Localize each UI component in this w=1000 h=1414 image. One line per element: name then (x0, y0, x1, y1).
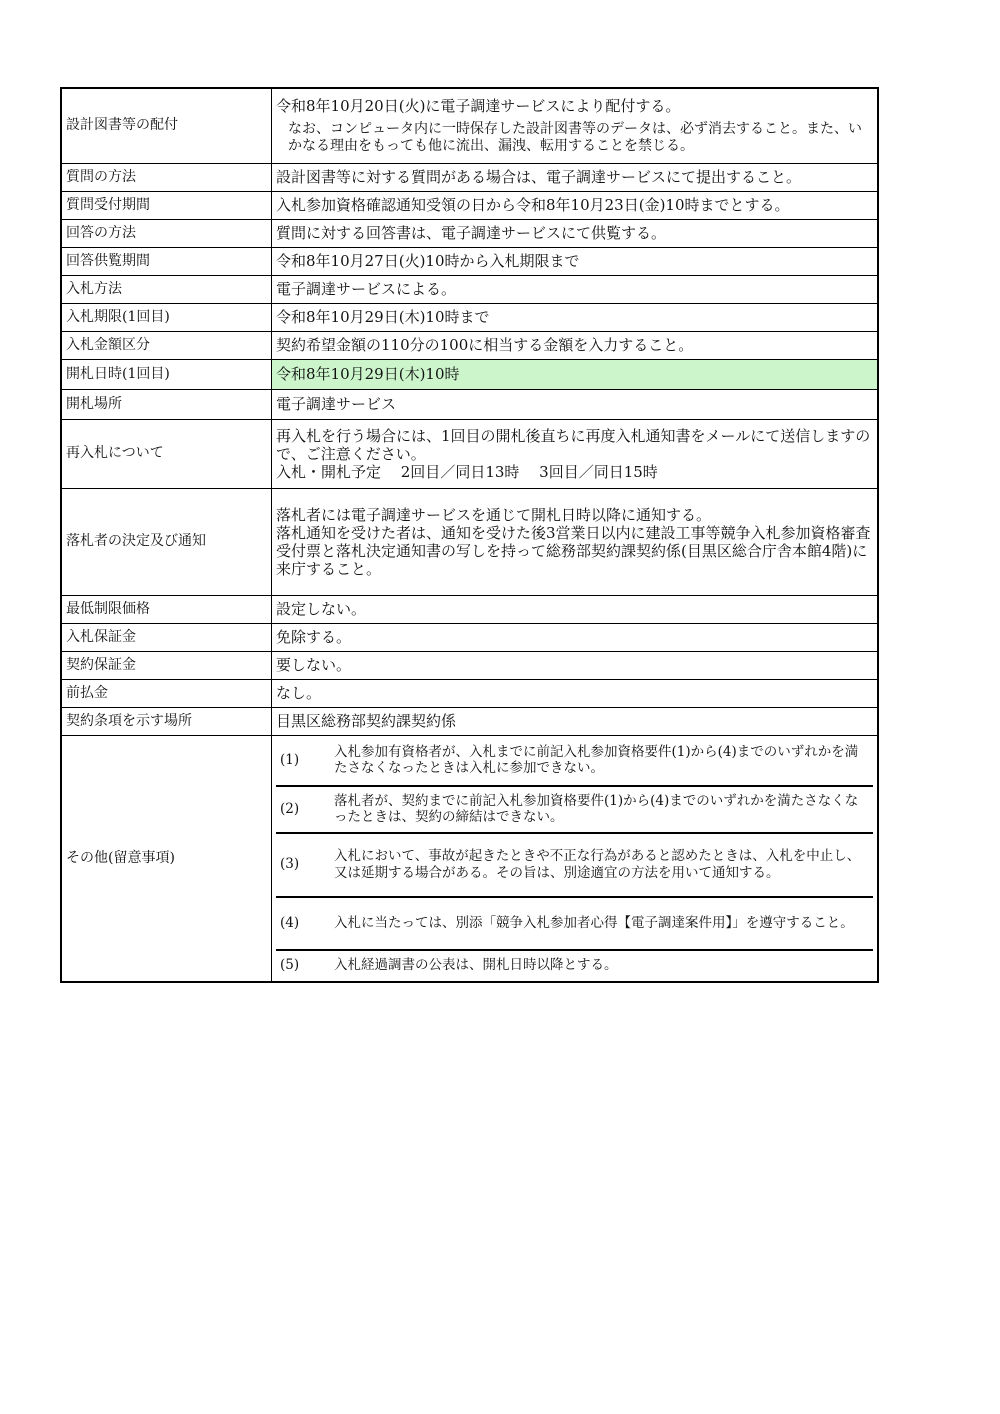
table-row-winner (61, 488, 878, 595)
note-number: (5) (280, 957, 300, 974)
table-row-bid-bond (61, 623, 878, 651)
row-label: 契約保証金 (61, 651, 272, 679)
table-row-bid-amount (61, 331, 878, 359)
note-number: (4) (276, 897, 330, 950)
row-value: 目黒区総務部契約課契約係 (272, 707, 879, 735)
row-label: 設計図書等の配付 (61, 88, 272, 163)
row-value (272, 735, 879, 982)
note-number: (3) (276, 833, 330, 897)
table-row-question-method (61, 163, 878, 191)
row-label: 回答の方法 (61, 219, 272, 247)
row-label: 質問の方法 (61, 163, 272, 191)
table-row-answer-method (61, 219, 878, 247)
note-text: 入札経過調書の公表は、開札日時以降とする。 (334, 957, 618, 974)
row-label: 開札場所 (61, 389, 272, 419)
list-item (276, 897, 873, 950)
row-value: 電子調達サービス (272, 389, 879, 419)
rebid-line1: 再入札を行う場合には、1回目の開札後直ちに再度入札通知書をメールにて送信しますので、ご注意ください。 (276, 426, 871, 463)
note-text: 入札に当たっては、別添「競争入札参加者心得【電子調達案件用】」を遵守すること。 (330, 897, 873, 950)
distribution-line1: 令和8年10月20日(火)に電子調達サービスにより配付する。 (276, 96, 681, 115)
row-value-highlighted: 令和8年10月29日(木)10時 (272, 359, 879, 389)
row-label: 開札日時(1回目) (61, 359, 272, 389)
table-row-bid-deadline (61, 303, 878, 331)
row-label: 落札者の決定及び通知 (61, 488, 272, 595)
row-value: 令和8年10月29日(木)10時まで (272, 303, 879, 331)
table-row-contract-bond (61, 651, 878, 679)
row-label: 入札保証金 (61, 623, 272, 651)
table-row-opening-date (61, 359, 878, 389)
note-text: 落札者が、契約までに前記入札参加資格要件(1)から(4)までのいずれかを満たさなくなったときは、契約の締結はできない。 (330, 786, 873, 833)
row-value (272, 88, 879, 163)
row-label: 入札金額区分 (61, 331, 272, 359)
row-value: 質問に対する回答書は、電子調達サービスにて供覧する。 (272, 219, 879, 247)
winner-line2: 落札通知を受けた者は、通知を受けた後3営業日以内に建設工事等競争入札参加資格審査受付票と落札決定通知書の写しを持って総務部契約課契約係(目黒区総合庁舎本館4階)に来庁すること。 (276, 523, 871, 578)
distribution-line2: なお、コンピュータ内に一時保存した設計図書等のデータは、必ず消去すること。また、いかなる理由をもっても他に流出、漏洩、転用することを禁じる。 (288, 120, 862, 154)
row-label: 前払金 (61, 679, 272, 707)
note-text: 入札において、事故が起きたときや不正な行為があると認めたときは、入札を中止し、又は延期する場合がある。その旨は、別途適宜の方法を用いて通知する。 (330, 833, 873, 897)
row-value: 設計図書等に対する質問がある場合は、電子調達サービスにて提出すること。 (272, 163, 879, 191)
table-row-question-period (61, 191, 878, 219)
table-row-contract-place (61, 707, 878, 735)
row-label: 再入札について (61, 419, 272, 488)
row-value: 入札参加資格確認通知受領の日から令和8年10月23日(金)10時までとする。 (272, 191, 879, 219)
row-value (272, 419, 879, 488)
list-item (276, 736, 873, 786)
table-row-advance (61, 679, 878, 707)
row-label: 入札方法 (61, 275, 272, 303)
row-value: なし。 (272, 679, 879, 707)
row-label: その他(留意事項) (61, 735, 272, 982)
row-value (272, 488, 879, 595)
tender-conditions-table (60, 87, 879, 983)
notes-list (276, 736, 873, 981)
row-label: 回答供覧期間 (61, 247, 272, 275)
row-label: 入札期限(1回目) (61, 303, 272, 331)
row-value: 要しない。 (272, 651, 879, 679)
row-label: 質問受付期間 (61, 191, 272, 219)
list-item (276, 786, 873, 833)
row-value: 免除する。 (272, 623, 879, 651)
row-value: 設定しない。 (272, 595, 879, 623)
table-row-other (61, 735, 878, 982)
table-row-rebid (61, 419, 878, 488)
row-value: 電子調達サービスによる。 (272, 275, 879, 303)
row-label: 最低制限価格 (61, 595, 272, 623)
winner-line1: 落札者には電子調達サービスを通じて開札日時以降に通知する。 (276, 505, 712, 524)
rebid-line2: 入札・開札予定 2回目／同日13時 3回目／同日15時 (276, 462, 658, 481)
table-row-bid-method (61, 275, 878, 303)
note-text: 入札参加有資格者が、入札までに前記入札参加資格要件(1)から(4)までのいずれかを満たさなくなったときは入札に参加できない。 (330, 736, 873, 786)
list-item (276, 833, 873, 897)
table-row-opening-place (61, 389, 878, 419)
table-row-answer-period (61, 247, 878, 275)
row-value: 契約希望金額の110分の100に相当する金額を入力すること。 (272, 331, 879, 359)
table-row-distribution (61, 88, 878, 163)
table-row-min-price (61, 595, 878, 623)
note-number: (1) (276, 736, 330, 786)
note-number: (2) (276, 786, 330, 833)
row-value: 令和8年10月27日(火)10時から入札期限まで (272, 247, 879, 275)
list-item (276, 950, 873, 981)
row-label: 契約条項を示す場所 (61, 707, 272, 735)
